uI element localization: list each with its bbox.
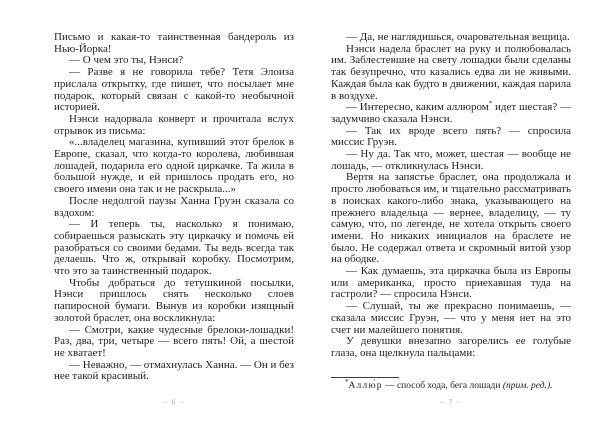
page-right-text [331, 32, 571, 360]
footer-ornament-icon: ~ [179, 398, 185, 407]
paragraph: — Так их вроде всего пять? — спросила миссис Груэн. [331, 124, 571, 149]
paragraph: — И теперь ты, насколько я понимаю, собираешься разыскать эту циркачку и помочь ей разобраться со своими бедами. Ты ведь всегда так делаешь. Что ж, открывай коробку. Посмотрим, что это за таинственный подарок. [54, 218, 294, 278]
paragraph: Вертя на запястье браслет, она продолжала и просто любоваться им, и тщательно рассматривать в поисках какого-либо знака, указывающего на прежнего владельца — вернее, владелицу, — ту самую, что, по легенде, не хотела открыть своего имени. Но никаких инициалов на браслете не было. Не содержал ответа и скромный витой узор на ободке. [331, 171, 571, 266]
footer-ornament-icon: ~ [440, 398, 446, 407]
paragraph: Письмо и какая-то таинственная бандероль из Нью-Йорка! [54, 31, 294, 55]
page-number-right [331, 398, 571, 408]
footer-ornament-icon: ~ [163, 398, 169, 407]
footnote-divider [331, 377, 399, 378]
page-number-left-value: 6 [171, 398, 177, 407]
footnote-definition: — способ хода, бега лошади [382, 381, 503, 391]
paragraph: — Разве я не говорила тебе? Тетя Элоиза прислала открытку, где пишет, что посылает мне подарок, который связан с какой-то необычной историей. [54, 66, 294, 114]
footnote-reference-marker: * [488, 99, 493, 108]
paragraph: Чтобы добраться до тетушкиной посылки, Нэнси пришлось снять несколько слоев папиросной бумаги. Вынув из коробки изящный золотой браслет, она воскликнула: [54, 276, 294, 324]
page-left-text [54, 32, 294, 383]
paragraph: — Да, не наглядишься, очаровательная вещица. [346, 31, 570, 43]
footnote-term: Аллю́р [348, 381, 383, 391]
page-number-right-value: 7 [448, 398, 454, 407]
paragraph: — Слушай, ты же прекрасно понимаешь, — сказала миссис Груэн, — что у меня нет на это счет ни малейшего понятия. [331, 300, 571, 336]
paragraph: Нэнси надела браслет на руку и полюбовалась им. Заблестевшие на свету лошадки были сделаны так безупречно, что казались едва ли не живыми. Каждая была как будто в движении, каждая парила в воздухе. [331, 42, 571, 102]
footer-ornament-icon: ~ [456, 398, 462, 407]
page-number-left [54, 398, 294, 408]
paragraph: — Интересно, каким аллюром* идет шестая? — задумчиво сказала Нэнси. [331, 99, 572, 125]
paragraph: — О чем это ты, Нэнси? [69, 54, 184, 67]
footnote-block [331, 377, 571, 392]
paragraph: Нэнси надорвала конверт и прочитала вслух отрывок из письма: [54, 112, 294, 137]
paragraph: — Как думаешь, эта циркачка была из Европы или американка, просто приехавшая туда на гастроли? — спросила Нэнси. [331, 265, 571, 301]
paragraph: У девушки внезапно загорелись ее голубые глаза, она щелкнула пальцами: [331, 335, 571, 359]
footnote-source: (прим. ред.). [502, 381, 553, 391]
paragraph: — Неважно, — отмахнулась Ханна. — Он и без нее такой красивый. [54, 358, 294, 383]
paragraph: — Ну да. Так что, может, шестая — вообще не лошадь, — откликнулась Нэнси. [331, 148, 571, 172]
footnote-marker: * [345, 377, 349, 386]
paragraph: — Смотри, какие чудесные брелоки-лошадки! Раз, два, три, четыре — всего пять! Ой, а шестой не хватает! [54, 323, 294, 359]
footnote-text [331, 377, 571, 392]
paragraph: «...владелец магазина, купивший этот брелок в Европе, сказал, что когда-то королева, любившая лошадей, подарила его одной циркачке. Та жила в большой нужде, и ей пришлось продать его, но своего имени она так и не раскрыла...» [54, 136, 294, 196]
paragraph: После недолгой паузы Ханна Груэн сказала со вздохом: [54, 194, 294, 219]
